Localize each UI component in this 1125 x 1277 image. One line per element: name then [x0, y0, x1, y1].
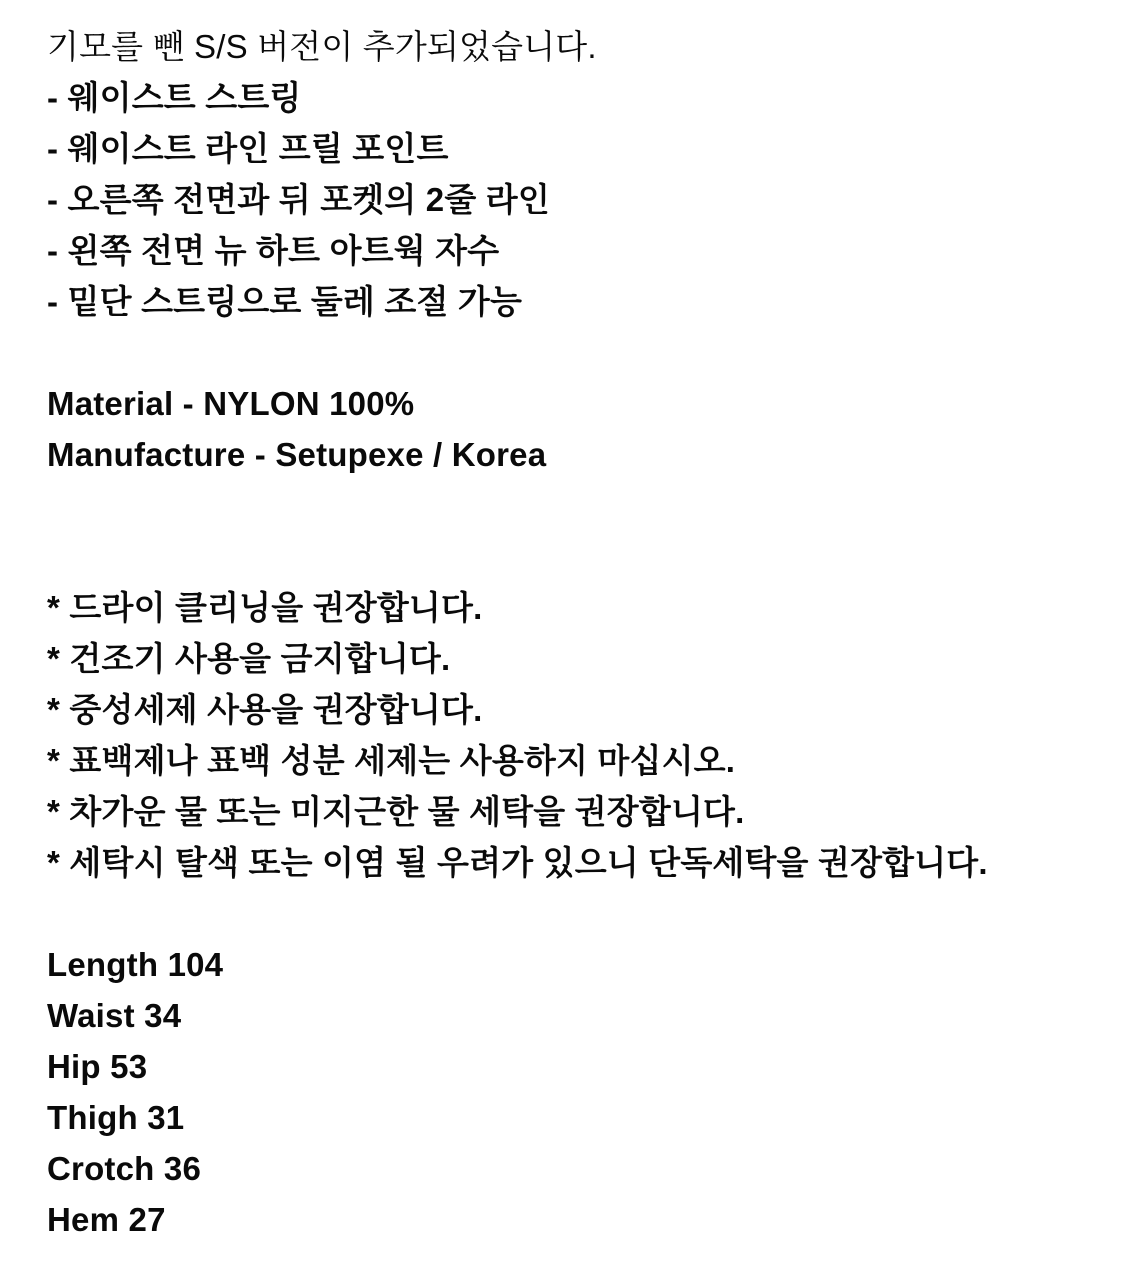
measurement-value: 104 — [167, 946, 224, 983]
intro-line: 기모를 뺀 S/S 버전이 추가되었습니다. — [47, 28, 597, 65]
material-line: Material - NYLON 100% — [47, 385, 415, 422]
measurement-value: 31 — [147, 1099, 185, 1136]
feature-item: - 오른쪽 전면과 뒤 포켓의 2줄 라인 — [47, 181, 550, 218]
measurement-row — [47, 1194, 1085, 1245]
measurement-row — [47, 1143, 1085, 1194]
measurement-row — [47, 990, 1085, 1041]
measurement-row — [47, 939, 1085, 990]
care-instruction: * 세탁시 탈색 또는 이염 될 우려가 있으니 단독세탁을 권장합니다. — [47, 844, 988, 881]
measurement-label: Waist — [47, 997, 135, 1034]
feature-item: - 왼쪽 전면 뉴 하트 아트웍 자수 — [47, 232, 500, 269]
care-instructions-block — [47, 582, 1085, 888]
measurement-row — [47, 1041, 1085, 1092]
feature-item: - 밑단 스트링으로 둘레 조절 가능 — [47, 283, 523, 320]
measurement-row — [47, 1092, 1085, 1143]
feature-item: - 웨이스트 라인 프릴 포인트 — [47, 130, 449, 167]
feature-list — [47, 72, 1085, 327]
measurement-value: 36 — [163, 1150, 202, 1187]
care-instruction: * 건조기 사용을 금지합니다. — [47, 640, 451, 677]
manufacture-line: Manufacture - Setupexe / Korea — [47, 436, 547, 473]
feature-item: - 웨이스트 스트링 — [47, 79, 302, 116]
care-instruction: * 차가운 물 또는 미지근한 물 세탁을 권장합니다. — [47, 793, 745, 830]
measurements-block — [47, 939, 1085, 1245]
product-info-block — [47, 378, 1085, 480]
measurement-label: Length — [47, 946, 159, 983]
measurement-value: 53 — [110, 1048, 148, 1085]
care-instruction: * 드라이 클리닝을 권장합니다. — [47, 589, 483, 626]
measurement-value: 34 — [144, 997, 182, 1034]
measurement-label: Hem — [47, 1201, 120, 1238]
measurement-value: 27 — [128, 1201, 166, 1238]
measurement-label: Thigh — [47, 1099, 138, 1136]
measurement-label: Crotch — [47, 1150, 155, 1187]
care-instruction: * 중성세제 사용을 권장합니다. — [47, 691, 483, 728]
care-instruction: * 표백제나 표백 성분 세제는 사용하지 마십시오. — [47, 742, 736, 779]
measurement-label: Hip — [47, 1048, 101, 1085]
